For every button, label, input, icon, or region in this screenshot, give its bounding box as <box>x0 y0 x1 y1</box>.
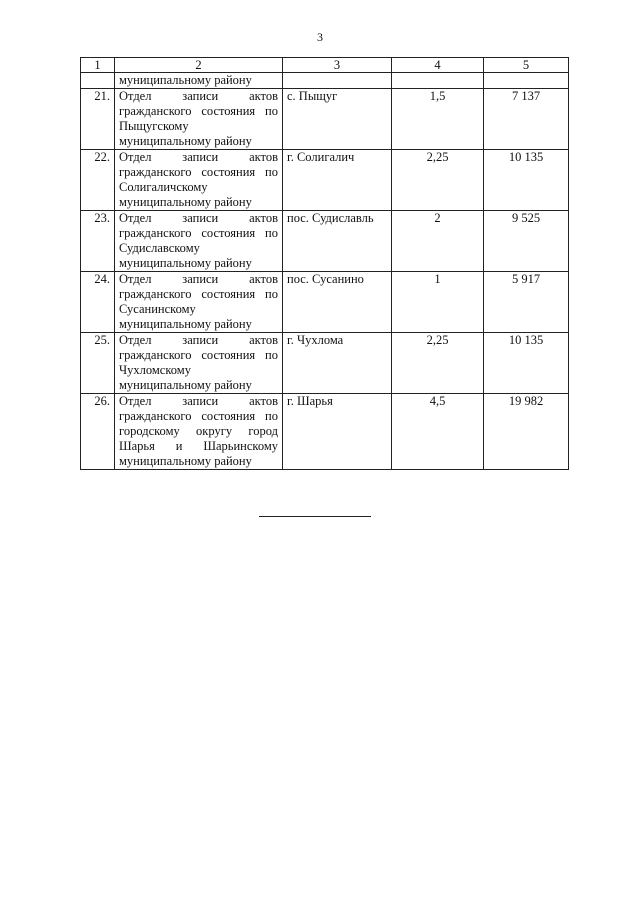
department-name-line: муниципальному району <box>119 195 252 209</box>
staff-count: 1,5 <box>392 89 484 150</box>
department-name-line: гражданского состояния по <box>119 409 278 423</box>
department-name-line: Отдел записи актов <box>119 333 278 347</box>
row-number <box>81 73 115 89</box>
department-name <box>115 73 283 89</box>
department-name-line: гражданского состояния по <box>119 287 278 301</box>
staff-count: 1 <box>392 272 484 333</box>
department-name-line: Отдел записи актов <box>119 394 278 408</box>
department-name <box>115 89 283 150</box>
department-name-line: Шарья и Шарьинскому <box>119 439 278 453</box>
department-name-line: муниципальному району <box>119 317 252 331</box>
column-header-5: 5 <box>484 58 569 73</box>
end-of-document-rule <box>259 516 371 517</box>
location: с. Пыщуг <box>283 89 392 150</box>
department-name-line: муниципальному району <box>119 256 252 270</box>
department-name <box>115 211 283 272</box>
payroll-fund: 7 137 <box>484 89 569 150</box>
department-name-line: Сусанинскому <box>119 302 196 316</box>
row-number: 25. <box>81 333 115 394</box>
staff-count <box>392 73 484 89</box>
department-name <box>115 272 283 333</box>
payroll-fund: 19 982 <box>484 394 569 470</box>
department-name-line: гражданского состояния по <box>119 104 278 118</box>
table-row <box>81 150 569 211</box>
row-number: 26. <box>81 394 115 470</box>
table-row <box>81 394 569 470</box>
row-number: 21. <box>81 89 115 150</box>
department-name-line: муниципальному району <box>119 134 252 148</box>
location <box>283 73 392 89</box>
department-name-line: гражданского состояния по <box>119 226 278 240</box>
column-header-1: 1 <box>81 58 115 73</box>
payroll-fund: 10 135 <box>484 333 569 394</box>
payroll-fund: 5 917 <box>484 272 569 333</box>
department-name <box>115 333 283 394</box>
table-row <box>81 89 569 150</box>
page-number: 3 <box>317 30 323 44</box>
department-name-line: Отдел записи актов <box>119 211 278 225</box>
staff-count: 2,25 <box>392 333 484 394</box>
table-row <box>81 333 569 394</box>
location: г. Чухлома <box>283 333 392 394</box>
payroll-fund: 9 525 <box>484 211 569 272</box>
staff-count: 2 <box>392 211 484 272</box>
department-name-line: Отдел записи актов <box>119 150 278 164</box>
staff-count: 2,25 <box>392 150 484 211</box>
table-header-row <box>81 58 569 73</box>
column-header-3: 3 <box>283 58 392 73</box>
department-name <box>115 150 283 211</box>
department-name-line: Солигаличскому <box>119 180 208 194</box>
department-name-line: городскому округу город <box>119 424 278 438</box>
location: пос. Сусанино <box>283 272 392 333</box>
payroll-fund <box>484 73 569 89</box>
department-name-line: Отдел записи актов <box>119 272 278 286</box>
department-name-line: муниципальному району <box>119 454 252 468</box>
payroll-fund: 10 135 <box>484 150 569 211</box>
row-number: 22. <box>81 150 115 211</box>
department-name <box>115 394 283 470</box>
column-header-2: 2 <box>115 58 283 73</box>
department-name-line: муниципальному району <box>119 378 252 392</box>
department-name-line: Отдел записи актов <box>119 89 278 103</box>
document-table <box>80 57 569 470</box>
location: г. Солигалич <box>283 150 392 211</box>
table-row-continuation <box>81 73 569 89</box>
table-row <box>81 211 569 272</box>
staff-count: 4,5 <box>392 394 484 470</box>
location: пос. Судиславль <box>283 211 392 272</box>
location: г. Шарья <box>283 394 392 470</box>
row-number: 23. <box>81 211 115 272</box>
table-row <box>81 272 569 333</box>
row-number: 24. <box>81 272 115 333</box>
department-name-line: муниципальному району <box>119 73 252 87</box>
department-name-line: гражданского состояния по <box>119 348 278 362</box>
department-name-line: Судиславскому <box>119 241 200 255</box>
department-name-line: гражданского состояния по <box>119 165 278 179</box>
department-name-line: Чухломскому <box>119 363 191 377</box>
department-name-line: Пыщугскому <box>119 119 189 133</box>
column-header-4: 4 <box>392 58 484 73</box>
